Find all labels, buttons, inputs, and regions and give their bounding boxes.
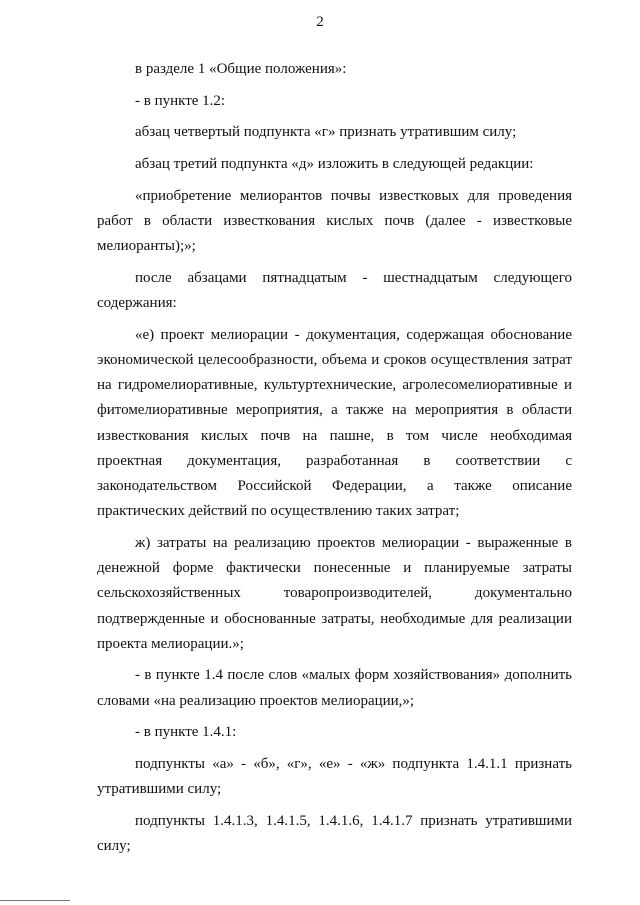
paragraph: после абзацами пятнадцатым - шестнадцатым следующего содержания: xyxy=(97,269,572,312)
paragraph: подпункты 1.4.1.3, 1.4.1.5, 1.4.1.6, 1.4.1.7 признать утратившими силу; xyxy=(97,812,572,855)
paragraph: - в пункте 1.4 после слов «малых форм хозяйствования» дополнить словами «на реализацию проектов мелиорации,»; xyxy=(97,667,572,709)
paragraph: «е) проект мелиорации - документация, содержащая обоснование экономической целесообразности, объема и сроков осуществления затрат на гидромелиоративные, культуртехнические, агролесомелиоративные и фитомелиоративные мероприятия, а также на мероприятия в области известкования кислых почв на пашне, в том числе необходимая проектная документация, разработанная в соответствии с законодательством Российской Федерации, а также описание практических действий по осуществлению таких затрат; xyxy=(97,326,572,520)
paragraph: абзац третий подпункта «д» изложить в следующей редакции: xyxy=(135,156,534,173)
paragraph: абзац четвертый подпункта «г» признать утратившим силу; xyxy=(135,124,517,141)
paragraph: - в пункте 1.2: xyxy=(135,92,226,109)
page-number: 2 xyxy=(316,14,324,30)
paragraph: ж) затраты на реализацию проектов мелиорации - выраженные в денежной форме фактически понесенные и планируемые затраты сельскохозяйственных товаропроизводителей, документально подтвержденные и обоснованные затраты, необходимые для реализации проекта мелиорации.»; xyxy=(97,534,572,652)
document-body xyxy=(97,57,572,866)
paragraph: подпункты «а» - «б», «г», «е» - «ж» подпункта 1.4.1.1 признать утратившими силу; xyxy=(97,756,572,798)
paragraph: - в пункте 1.4.1: xyxy=(135,724,237,741)
paragraph: в разделе 1 «Общие положения»: xyxy=(135,61,347,77)
footer-divider xyxy=(0,900,70,901)
paragraph: «приобретение мелиорантов почвы известковых для проведения работ в области известкования кислых почв (далее - известковые мелиоранты);»; xyxy=(97,187,572,255)
